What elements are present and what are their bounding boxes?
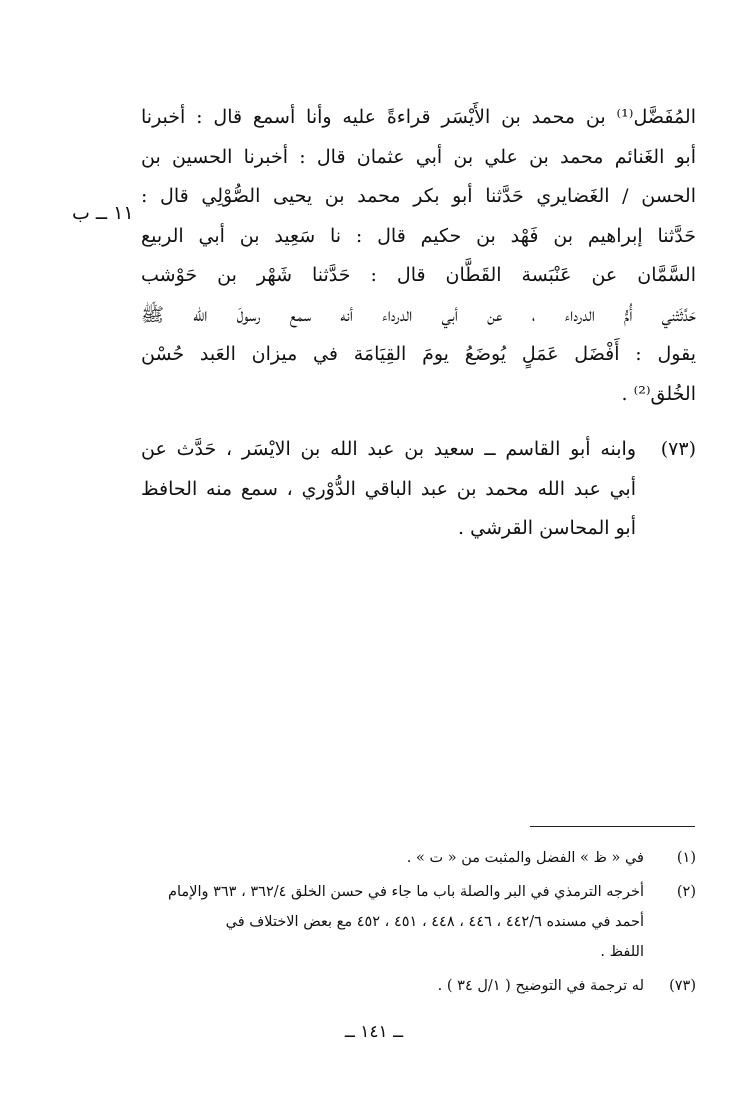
footnote-text: له ترجمة في التوضيح ( ١/ل ٣٤ ) . xyxy=(437,978,644,994)
entry-line: أبي عبد الله محمد بن عبد الباقي الدُّوْري ، سمع منه الحافظ xyxy=(141,477,636,500)
entry-line: وابنه أبو القاسم ــ سعيد بن عبد الله بن الايْسَر ، حَدَّث عن xyxy=(141,438,636,460)
main-line: أبو الغَنائم محمد بن علي بن أبي عثمان قال : أخبرنا الحسين بن xyxy=(141,145,696,168)
main-line: الحسن / الغَضايري حَدَّثنا أبو بكر محمد بن يحيى الصُّوْلِي قال : xyxy=(141,185,696,207)
main-paragraph xyxy=(141,98,696,414)
entry-number: (٧٣) xyxy=(660,438,696,460)
main-line: حَدَّثنا إبراهيم بن فَهْد بن حكيم قال : نا سَعِيد بن أبي الربيع xyxy=(141,224,696,247)
main-line: السَّمَّان عن عَنْبَسة القَطَّان قال : حَدَّثنا شَهْر بن حَوْشب xyxy=(141,264,696,286)
footnote-separator xyxy=(530,826,695,827)
entry-line: أبو المحاسن القرشي . xyxy=(458,517,636,539)
page-number: ــ ١٤١ ــ xyxy=(344,1022,404,1042)
margin-folio-note: ١١ ــ ب xyxy=(72,202,134,224)
entry-paragraph xyxy=(141,430,636,549)
footnote xyxy=(96,877,696,967)
footnote-text: أخرجه الترمذي في البر والصلة باب ما جاء في حسن الخلق ٣٦٢/٤ ، ٣٦٣ والإمام xyxy=(168,884,644,900)
footnote-number: (٧٣) xyxy=(669,978,696,994)
main-line: حَدَّثَتْني أُمُّ الدرداء ، عن أبي الدرداء أنه سمع رسولَ الله ﷺ xyxy=(141,303,696,326)
main-line: يقول : أَفْضَل عَمَلٍ يُوضَعُ يومَ القِيَامَة في ميزان العَبد حُسْن xyxy=(141,343,696,365)
footnotes xyxy=(96,843,696,1001)
footnote-number: (١) xyxy=(676,850,696,866)
footnote-text: في « ظ » الفضل والمثبت من « ت » . xyxy=(406,850,644,866)
footnote xyxy=(96,843,696,873)
main-line: الخُلق⁽²⁾ . xyxy=(621,382,696,405)
footnote-text: أحمد في مسنده ٤٤٢/٦ ، ٤٤٦ ، ٤٤٨ ، ٤٥١ ، ٤٥٢ مع بعض الاختلاف في xyxy=(225,914,644,930)
main-line: المُفَضَّل⁽¹⁾ بن محمد بن الأَيْسَر قراءةً عليه وأنا أسمع قال : أخبرنا xyxy=(141,106,696,128)
footnote xyxy=(96,971,696,1001)
footnote-text: اللفظ . xyxy=(600,944,644,960)
footnote-number: (٢) xyxy=(676,884,696,900)
